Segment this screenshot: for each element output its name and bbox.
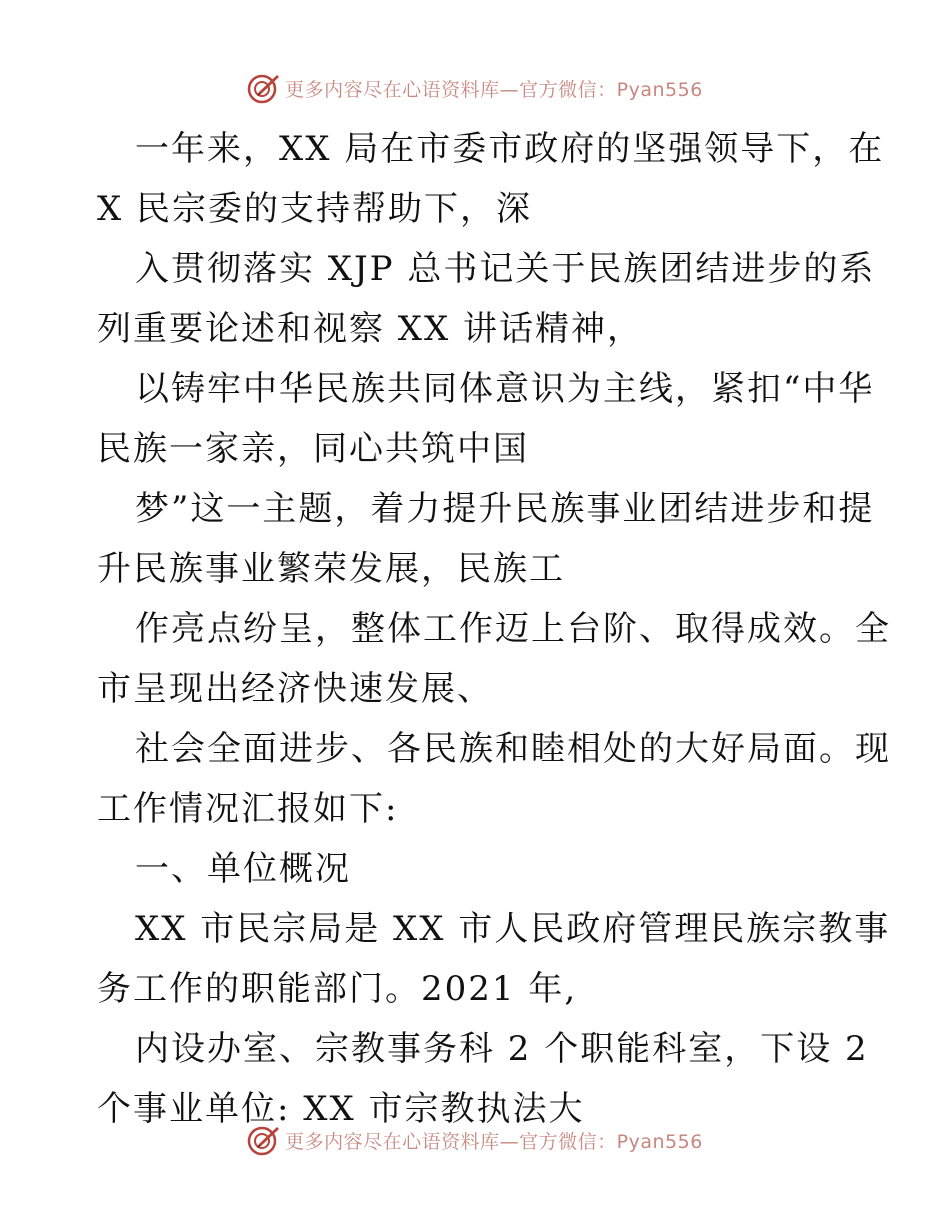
text-line: 以铸牢中华民族共同体意识为主线，紧扣“中华 [135,369,875,409]
footer-banner [0,1120,950,1160]
text-line: 市呈现出经济快速发展、 [97,669,493,709]
text-line: 工作情况汇报如下: [97,789,399,829]
text-line: XX 市民宗局是 XX 市人民政府管理民族宗教事 [135,909,891,949]
text-line: 民族一家亲，同心共筑中国 [97,429,529,469]
text-line: X 民宗委的支持帮助下，深 [97,189,533,229]
text-line: 个事业单位: XX 市宗教执法大 [97,1089,585,1129]
text-line: 列重要论述和视察 XX 讲话精神， [97,309,644,349]
footer-banner-text: 更多内容尽在心语资料库—官方微信：Pyan556 [285,1130,703,1153]
red-pen-seal-logo-icon [247,71,281,105]
text-line: 一年来，XX 局在市委市政府的坚强领导下，在 [135,129,885,169]
text-line: 入贯彻落实 XJP 总书记关于民族团结进步的系 [135,249,876,289]
header-banner [0,68,950,108]
text-line: 作亮点纷呈，整体工作迈上台阶、取得成效。全 [135,609,891,649]
text-line: 务工作的职能部门。2021 年, [97,969,578,1009]
red-pen-seal-logo-icon [247,1123,281,1157]
header-banner-text: 更多内容尽在心语资料库—官方微信：Pyan556 [285,78,703,101]
text-line: 升民族事业繁荣发展，民族工 [97,549,565,589]
section-heading: 一、单位概况 [135,849,351,889]
text-line: 内设办室、宗教事务科 2 个职能科室，下设 2 [135,1029,869,1069]
text-line: 社会全面进步、各民族和睦相处的大好局面。现 [135,729,891,769]
text-line: 梦”这一主题，着力提升民族事业团结进步和提 [135,489,875,529]
